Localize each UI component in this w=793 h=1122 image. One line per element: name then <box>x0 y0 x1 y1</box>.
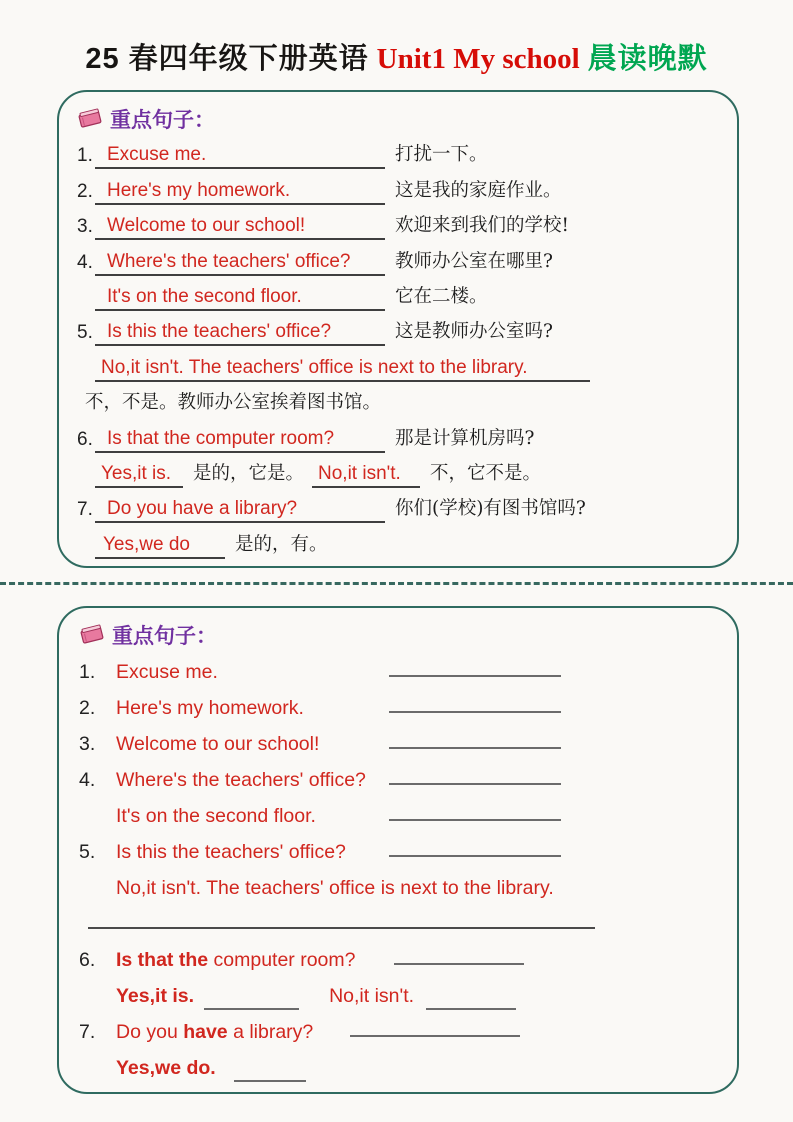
english-answer-yes: Yes,it is. <box>101 462 172 484</box>
section-header-label: 重点句子： <box>112 625 217 648</box>
chinese-translation: 它在二楼。 <box>395 285 488 307</box>
english-sentence: It's on the second floor. <box>107 285 302 307</box>
practice-row <box>79 938 719 974</box>
english-answer: Yes,we do. <box>116 1057 216 1079</box>
answer-line <box>95 321 385 346</box>
item-number <box>77 557 95 559</box>
fill-in-blank <box>204 992 299 1010</box>
english-sentence: No,it isn't. The teachers' office is next to the library. <box>101 356 528 378</box>
answer-line <box>95 180 385 205</box>
practice-row <box>79 758 719 794</box>
sentence-row <box>77 311 719 346</box>
page-title <box>0 36 793 77</box>
practice-row <box>79 722 719 758</box>
sentence-row <box>77 276 719 311</box>
english-sentence: Where's the teachers' office? <box>107 250 351 272</box>
sentence-row <box>77 453 719 488</box>
practice-row <box>79 650 719 686</box>
english-sentence: Excuse me. <box>107 144 207 166</box>
item-number: 4. <box>79 769 96 791</box>
sentence-row <box>77 205 719 240</box>
answer-line <box>95 498 385 523</box>
practice-row <box>79 974 719 1010</box>
fill-in-blank <box>389 855 561 857</box>
practice-row <box>79 866 719 902</box>
sentence-row <box>77 240 719 275</box>
chinese-translation: 这是教师办公室吗? <box>395 321 553 343</box>
key-sentences-panel-answered <box>57 90 739 568</box>
english-sentence-bold: have <box>183 1021 228 1043</box>
english-sentence: Is this the teachers' office? <box>107 321 332 343</box>
chinese-translation: 教师办公室在哪里? <box>395 250 553 272</box>
sentence-row <box>77 346 719 381</box>
english-answer: Yes,we do <box>103 533 190 555</box>
answer-line <box>95 251 385 276</box>
section-header-label: 重点句子： <box>110 109 215 132</box>
fill-in-blank <box>389 747 561 749</box>
item-number: 7. <box>77 499 93 521</box>
practice-row <box>79 686 719 722</box>
chinese-translation: 那是计算机房吗? <box>395 427 535 449</box>
sentence-row <box>77 169 719 204</box>
item-number: 6. <box>77 428 93 450</box>
english-sentence: Here's my homework. <box>107 179 291 201</box>
item-number: 7. <box>79 1021 96 1043</box>
item-number: 1. <box>79 661 96 683</box>
english-answer-yes: Yes,it is. <box>116 985 195 1007</box>
fill-in-blank <box>350 1035 520 1037</box>
answer-line <box>95 215 385 240</box>
answer-line <box>95 144 385 169</box>
answer-line <box>95 286 385 311</box>
item-number: 3. <box>79 733 96 755</box>
answer-line <box>95 357 590 382</box>
fill-in-blank <box>389 711 561 713</box>
fill-in-blank <box>88 927 595 929</box>
fill-in-blank <box>389 819 561 821</box>
sentence-row <box>77 523 719 558</box>
practice-row <box>79 1010 719 1046</box>
sentence-row <box>77 488 719 523</box>
english-sentence: computer room? <box>208 949 356 971</box>
title-suffix: 晨读晚默 <box>587 43 708 75</box>
english-sentence: Where's the teachers' office? <box>116 769 366 791</box>
answer-line <box>95 428 385 453</box>
english-sentence: Excuse me. <box>116 661 218 683</box>
chinese-translation: 打扰一下。 <box>395 144 488 166</box>
answer-line <box>95 463 183 488</box>
item-number: 1. <box>77 145 93 167</box>
chinese-translation: 欢迎来到我们的学校! <box>395 215 569 237</box>
english-sentence: Is this the teachers' office? <box>116 841 346 863</box>
item-number: 5. <box>77 322 93 344</box>
fill-in-blank <box>389 675 561 677</box>
item-number: 3. <box>77 216 93 238</box>
answer-line <box>95 534 225 559</box>
english-sentence: Here's my homework. <box>116 697 304 719</box>
section-divider <box>0 582 793 585</box>
title-prefix: 25 春四年级下册英语 <box>85 43 369 75</box>
fill-in-blank <box>389 783 561 785</box>
item-number: 2. <box>79 697 96 719</box>
fill-in-blank <box>234 1064 306 1082</box>
english-sentence: No,it isn't. The teachers' office is next to the library. <box>116 877 554 899</box>
fill-in-blank <box>426 992 516 1010</box>
book-icon <box>77 108 103 130</box>
sentence-row <box>77 382 719 417</box>
english-sentence: Do you have a library? <box>107 498 298 520</box>
english-answer-no: No,it isn't. <box>318 462 401 484</box>
practice-row <box>79 1046 719 1082</box>
practice-row <box>79 902 719 938</box>
english-sentence: a library? <box>227 1021 314 1043</box>
chinese-translation: 你们(学校)有图书馆吗? <box>395 498 586 520</box>
section-header <box>79 620 719 650</box>
item-number: 4. <box>77 251 93 273</box>
book-icon <box>79 624 105 646</box>
chinese-translation: 不，它不是。 <box>430 462 542 484</box>
english-sentence: Welcome to our school! <box>116 733 320 755</box>
practice-row <box>79 794 719 830</box>
english-answer-no: No,it isn't. <box>329 985 415 1007</box>
key-sentences-panel-practice <box>57 606 739 1094</box>
chinese-translation: 是的，有。 <box>235 533 328 555</box>
item-number: 6. <box>79 949 96 971</box>
item-number: 5. <box>79 841 96 863</box>
practice-row <box>79 830 719 866</box>
sentence-row <box>77 417 719 452</box>
sentence-row <box>77 134 719 169</box>
english-sentence: Do you <box>116 1021 184 1043</box>
fill-in-blank <box>394 963 524 965</box>
answer-line <box>312 463 420 488</box>
title-unit: Unit1 My school <box>376 43 580 75</box>
chinese-translation: 是的，它是。 <box>193 462 305 484</box>
english-sentence-bold: Is that the <box>116 949 209 971</box>
chinese-translation: 这是我的家庭作业。 <box>395 179 562 201</box>
english-sentence: Welcome to our school! <box>107 215 306 237</box>
chinese-translation: 不，不是。教师办公室挨着图书馆。 <box>85 392 382 414</box>
item-number: 2. <box>77 180 93 202</box>
english-sentence: It's on the second floor. <box>116 805 316 827</box>
section-header <box>77 104 719 134</box>
english-sentence: Is that the computer room? <box>107 427 335 449</box>
